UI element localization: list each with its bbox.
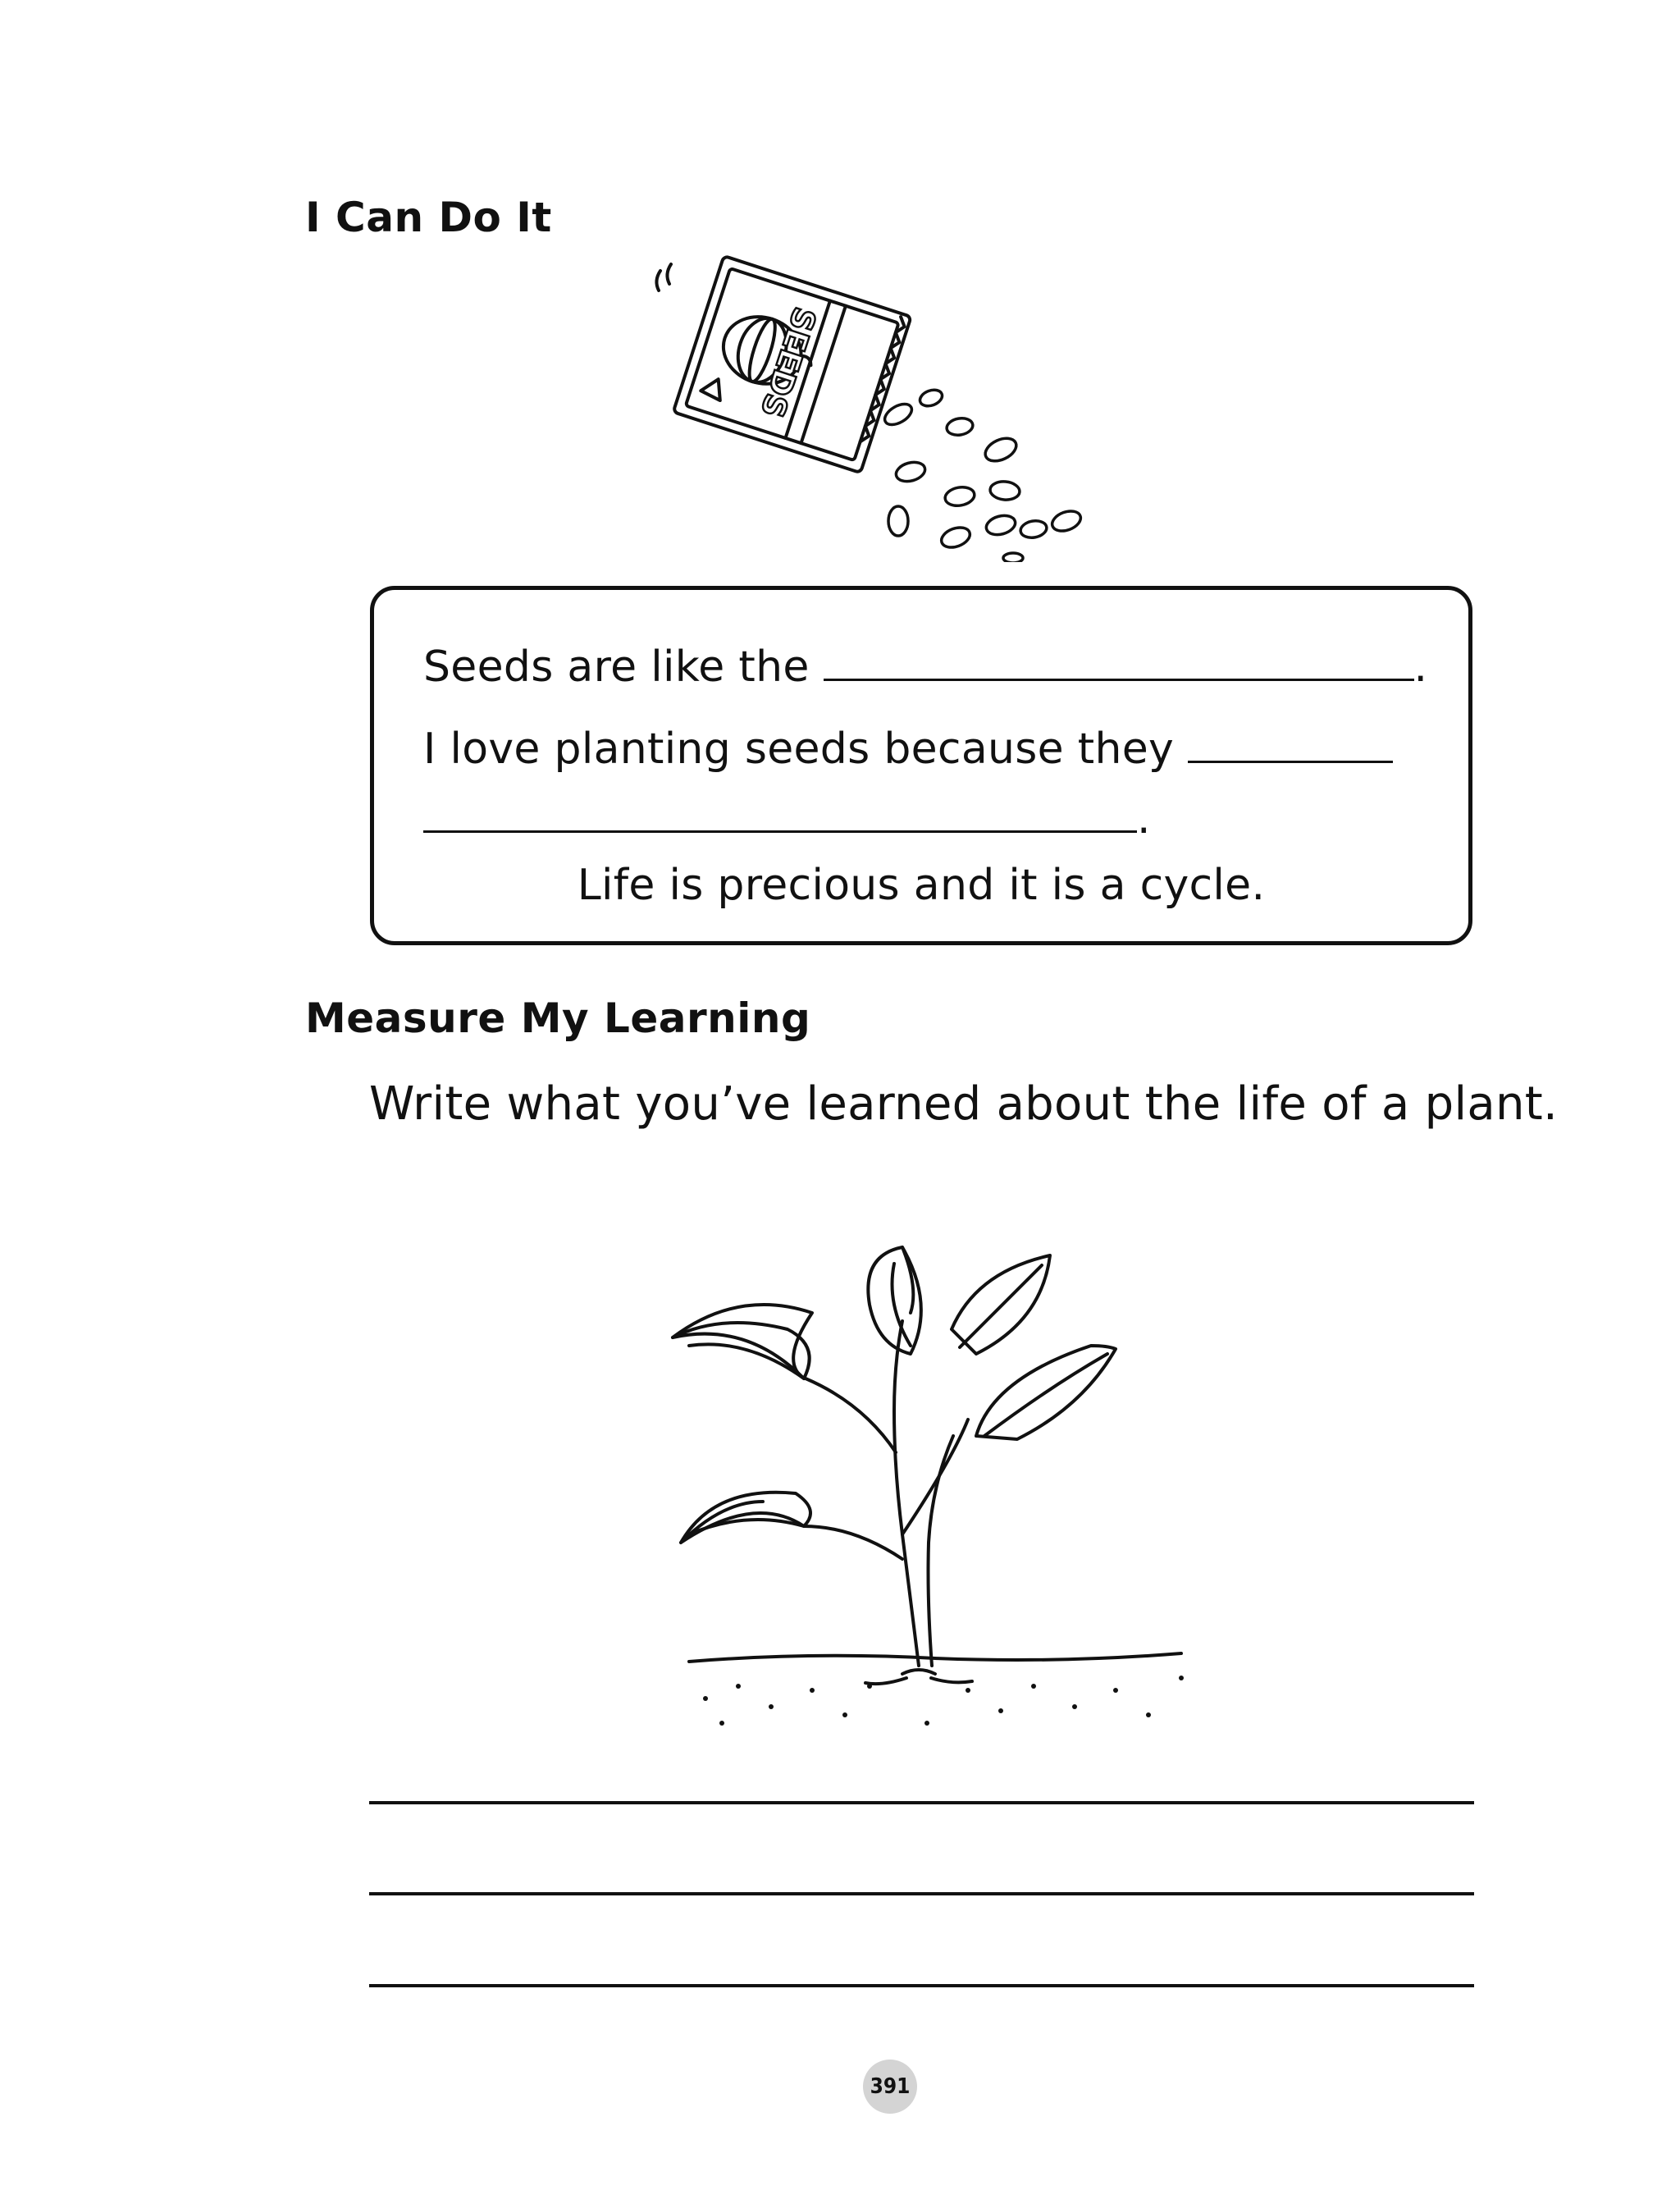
sentence-love-planting-text: I love planting seeds because they	[423, 725, 1188, 774]
answer-line[interactable]	[369, 1984, 1474, 1987]
writing-prompt: Write what you’ve learned about the life of a plant.	[369, 1077, 1559, 1131]
seed-packet-label: SEEDS	[753, 303, 824, 423]
section-heading-measure-my-learning: Measure My Learning	[305, 994, 811, 1042]
fill-in-box	[370, 586, 1472, 945]
page-number: 391	[863, 2060, 917, 2114]
section-heading-i-can-do-it: I Can Do It	[305, 194, 552, 241]
sentence-continuation	[423, 791, 1151, 844]
blank-because-they-continued[interactable]	[423, 791, 1137, 833]
sentence-seeds-like-text: Seeds are like the	[423, 642, 824, 692]
blank-because-they[interactable]	[1188, 721, 1393, 763]
answer-line[interactable]	[369, 1892, 1474, 1895]
motto-text: Life is precious and it is a cycle.	[577, 861, 1266, 910]
sentence-period: .	[1413, 642, 1428, 692]
plant-seedling-illustration	[656, 1206, 1214, 1740]
sentence-period: .	[1137, 794, 1151, 844]
answer-line[interactable]	[369, 1801, 1474, 1804]
sentence-seeds-like	[423, 639, 1427, 692]
seed-packet-illustration	[640, 246, 1099, 562]
blank-seeds-like[interactable]	[824, 639, 1414, 681]
sentence-love-planting	[423, 721, 1393, 774]
